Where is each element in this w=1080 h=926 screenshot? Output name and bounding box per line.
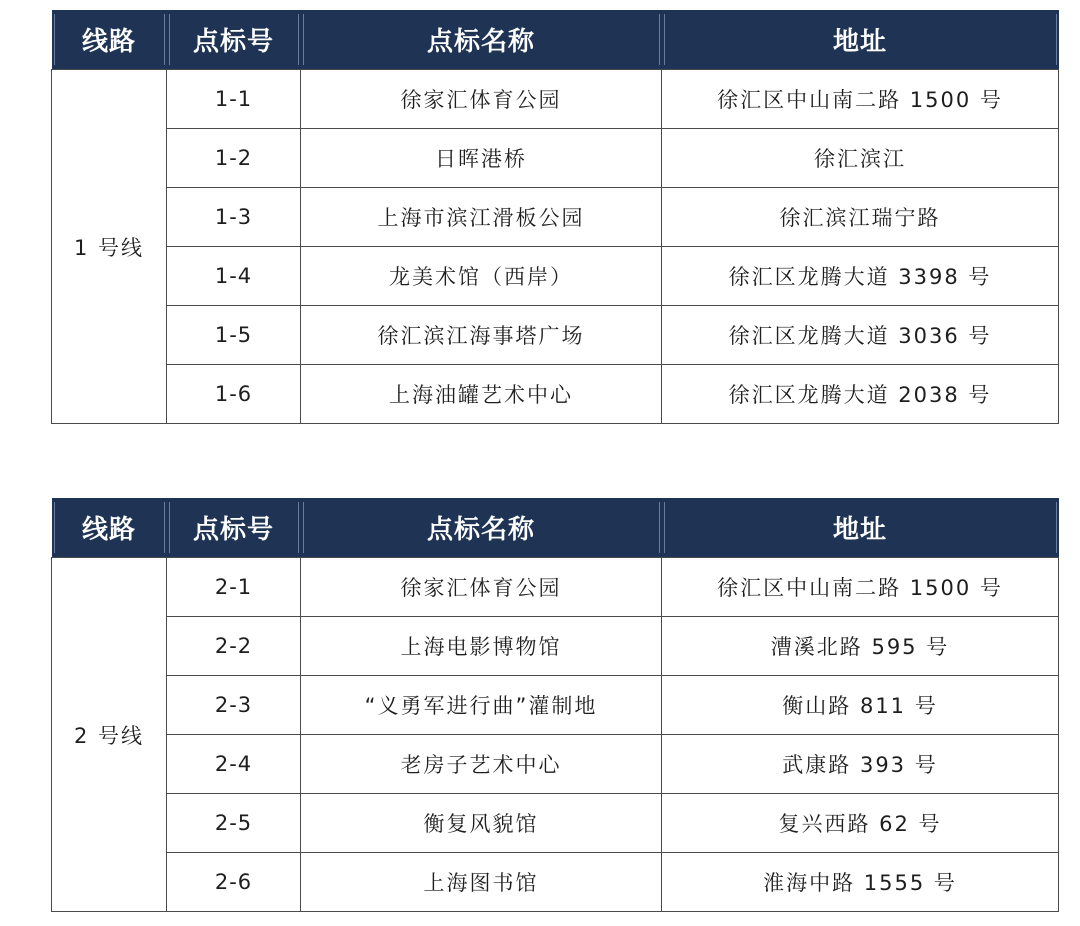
table-row: [52, 617, 1059, 676]
point-code: 2-6: [167, 853, 301, 912]
table-row: [52, 853, 1059, 912]
point-name: 日晖港桥: [301, 129, 662, 188]
point-address: 徐汇区中山南二路 1500 号: [662, 558, 1059, 617]
point-code: 1-1: [167, 70, 301, 129]
table-row: [52, 188, 1059, 247]
table-row: [52, 735, 1059, 794]
point-code: 1-6: [167, 365, 301, 424]
table-header: [52, 10, 1059, 70]
point-address: 武康路 393 号: [662, 735, 1059, 794]
table-row: [52, 558, 1059, 617]
point-name: 上海市滨江滑板公园: [301, 188, 662, 247]
point-name: 上海油罐艺术中心: [301, 365, 662, 424]
point-name: 徐汇滨江海事塔广场: [301, 306, 662, 365]
point-code: 2-4: [167, 735, 301, 794]
point-address: 徐汇滨江: [662, 129, 1059, 188]
point-code: 1-4: [167, 247, 301, 306]
point-code: 2-2: [167, 617, 301, 676]
table-row: [52, 247, 1059, 306]
route-table-1: [51, 10, 1059, 424]
point-address: 衡山路 811 号: [662, 676, 1059, 735]
point-address: 徐汇区龙腾大道 2038 号: [662, 365, 1059, 424]
point-name: 龙美术馆（西岸）: [301, 247, 662, 306]
header-address: 地址: [662, 10, 1059, 70]
point-address: 徐汇滨江瑞宁路: [662, 188, 1059, 247]
table-row: [52, 794, 1059, 853]
point-code: 2-1: [167, 558, 301, 617]
point-name: 上海电影博物馆: [301, 617, 662, 676]
header-address: 地址: [662, 498, 1059, 558]
point-code: 1-5: [167, 306, 301, 365]
table-row: [52, 676, 1059, 735]
header-code: 点标号: [167, 498, 301, 558]
header-name: 点标名称: [301, 498, 662, 558]
point-code: 1-2: [167, 129, 301, 188]
route-table-2: [51, 498, 1059, 912]
point-address: 漕溪北路 595 号: [662, 617, 1059, 676]
header-code: 点标号: [167, 10, 301, 70]
point-address: 徐汇区龙腾大道 3398 号: [662, 247, 1059, 306]
point-name: 徐家汇体育公园: [301, 558, 662, 617]
point-code: 2-3: [167, 676, 301, 735]
header-line: 线路: [52, 10, 167, 70]
point-address: 徐汇区龙腾大道 3036 号: [662, 306, 1059, 365]
point-code: 1-3: [167, 188, 301, 247]
point-address: 徐汇区中山南二路 1500 号: [662, 70, 1059, 129]
table-row: [52, 70, 1059, 129]
point-name: “义勇军进行曲”灌制地: [301, 676, 662, 735]
table-row: [52, 129, 1059, 188]
line-label: 2 号线: [52, 558, 167, 912]
point-address: 复兴西路 62 号: [662, 794, 1059, 853]
table-row: [52, 306, 1059, 365]
point-name: 徐家汇体育公园: [301, 70, 662, 129]
point-name: 老房子艺术中心: [301, 735, 662, 794]
point-code: 2-5: [167, 794, 301, 853]
point-address: 淮海中路 1555 号: [662, 853, 1059, 912]
point-name: 上海图书馆: [301, 853, 662, 912]
point-name: 衡复风貌馆: [301, 794, 662, 853]
table-header: [52, 498, 1059, 558]
header-name: 点标名称: [301, 10, 662, 70]
table-row: [52, 365, 1059, 424]
line-label: 1 号线: [52, 70, 167, 424]
header-line: 线路: [52, 498, 167, 558]
